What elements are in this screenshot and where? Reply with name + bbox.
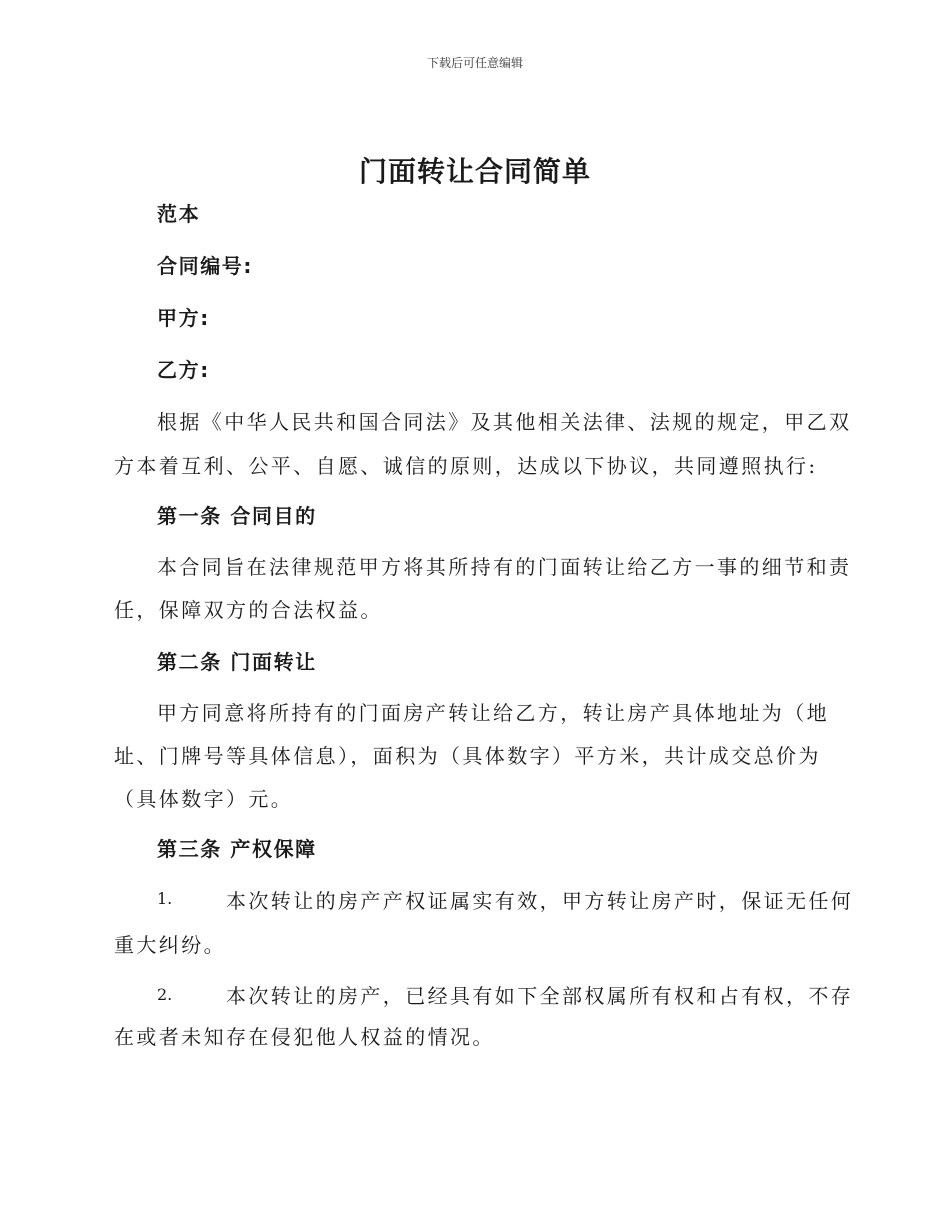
article-1-line-1: 本合同旨在法律规范甲方将其所持有的门面转让给乙方一事的细节和责 — [157, 555, 852, 579]
article-2-heading: 第二条 门面转让 — [157, 650, 317, 674]
party-b-field: 乙方: — [157, 358, 210, 382]
article-2-line-2: 址、门牌号等具体信息），面积为（具体数字）平方米，共计成交总价为 — [114, 744, 821, 768]
article-2-line-3: （具体数字）元。 — [114, 787, 294, 811]
header-note: 下载后可任意编辑 — [426, 56, 523, 70]
contract-number-field: 合同编号: — [157, 254, 253, 278]
article-1-heading: 第一条 合同目的 — [157, 504, 317, 528]
party-a-field: 甲方: — [157, 306, 210, 330]
article-2-line-1: 甲方同意将所持有的门面房产转让给乙方，转让房产具体地址为（地 — [157, 701, 829, 725]
list-item-line-1: 本次转让的房产，已经具有如下全部权属所有权和占有权，不存 — [226, 984, 854, 1008]
list-item-line-1: 本次转让的房产产权证属实有效，甲方转让房产时，保证无任何 — [226, 889, 854, 913]
subtitle: 范本 — [157, 202, 201, 226]
article-1-line-2: 任，保障双方的合法权益。 — [114, 598, 383, 622]
list-item-number: 1. — [157, 889, 173, 908]
list-item-number: 2. — [157, 985, 173, 1004]
preamble-line-1: 根据《中华人民共和国合同法》及其他相关法律、法规的规定，甲乙双 — [157, 410, 852, 434]
list-item-line-2: 重大纠纷。 — [114, 933, 226, 957]
article-3-heading: 第三条 产权保障 — [157, 837, 317, 861]
document-title: 门面转让合同简单 — [358, 155, 591, 188]
list-item-line-2: 在或者未知存在侵犯他人权益的情况。 — [114, 1025, 495, 1049]
preamble-line-2: 方本着互利、公平、自愿、诚信的原则，达成以下协议，共同遵照执行: — [114, 454, 818, 478]
